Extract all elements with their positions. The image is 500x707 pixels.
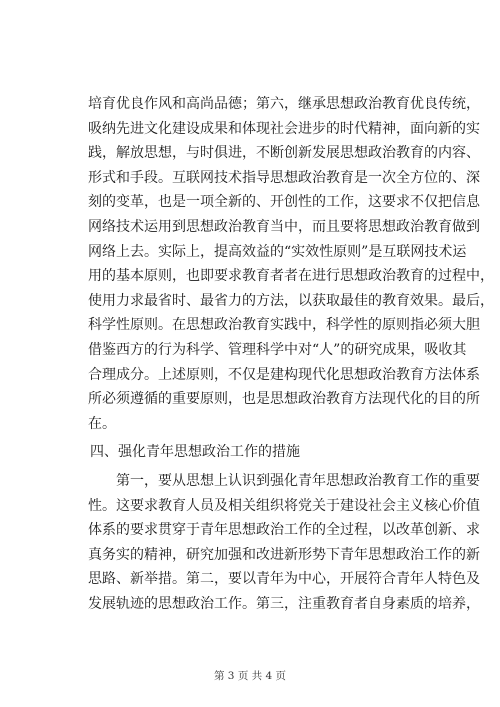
text-line: 用的基本原则，也即要求教育者者在进行思想政治教育的过程中，	[88, 268, 494, 285]
section-heading: 四、强化青年思想政治工作的措施	[90, 444, 300, 461]
text-line: 第一，要从思想上认识到强化青年思想政治教育工作的重要	[116, 472, 480, 489]
text-line: 所必须遵循的重要原则，也是思想政治教育方法现代化的目的所	[88, 391, 480, 408]
text-line: 培育优良作风和高尚品德；第六，继承思想政治教育优良传统，	[88, 96, 480, 112]
text-line: 吸纳先进文化建设成果和体现社会进步的时代精神，面向新的实	[88, 120, 480, 137]
paragraph-measures	[88, 469, 480, 617]
text-line: 发展轨迹的思想政治工作。第三，注重教育者自身素质的培养，	[88, 595, 480, 612]
paragraph-continued	[88, 92, 494, 436]
text-line: 性。这要求教育人员及相关组织将党关于建设社会主义核心价值	[88, 497, 480, 514]
text-line: 科学性原则。在思想政治教育实践中，科学性的原则指必须大胆	[88, 317, 480, 334]
text-line: 形式和手段。互联网技术指导思想政治教育是一次全方位的、深	[88, 169, 480, 186]
text-line: 网络技术运用到思想政治教育当中，而且要将思想政治教育做到	[88, 218, 480, 235]
text-line: 真务实的精神，研究加强和改进新形势下青年思想政治工作的新	[88, 546, 480, 563]
text-line: 合理成分。上述原则，不仅是建构现代化思想政治教育方法体系	[88, 366, 480, 383]
text-line: 在。	[88, 415, 116, 432]
text-line: 借鉴西方的行为科学、管理科学中对“人”的研究成果，吸收其	[88, 341, 467, 358]
body-text	[88, 92, 494, 616]
text-line: 网络上去。实际上，提高效益的“实效性原则”是互联网技术运	[88, 243, 467, 260]
text-line: 思路、新举措。第二，要以青年为中心，开展符合青年人特色及	[88, 571, 480, 588]
text-line: 体系的要求贯穿于青年思想政治工作的全过程，以改革创新、求	[88, 522, 480, 539]
text-line: 践，解放思想，与时俱进，不断创新发展思想政治教育的内容、	[88, 145, 480, 162]
page-number-footer: 第 3 页 共 4 页	[213, 670, 287, 682]
text-line: 使用力求最省时、最省力的方法，以获取最佳的教育效果。最后，	[88, 292, 494, 309]
text-line: 刻的变革，也是一项全新的、开创性的工作，这要求不仅把信息	[88, 194, 480, 211]
